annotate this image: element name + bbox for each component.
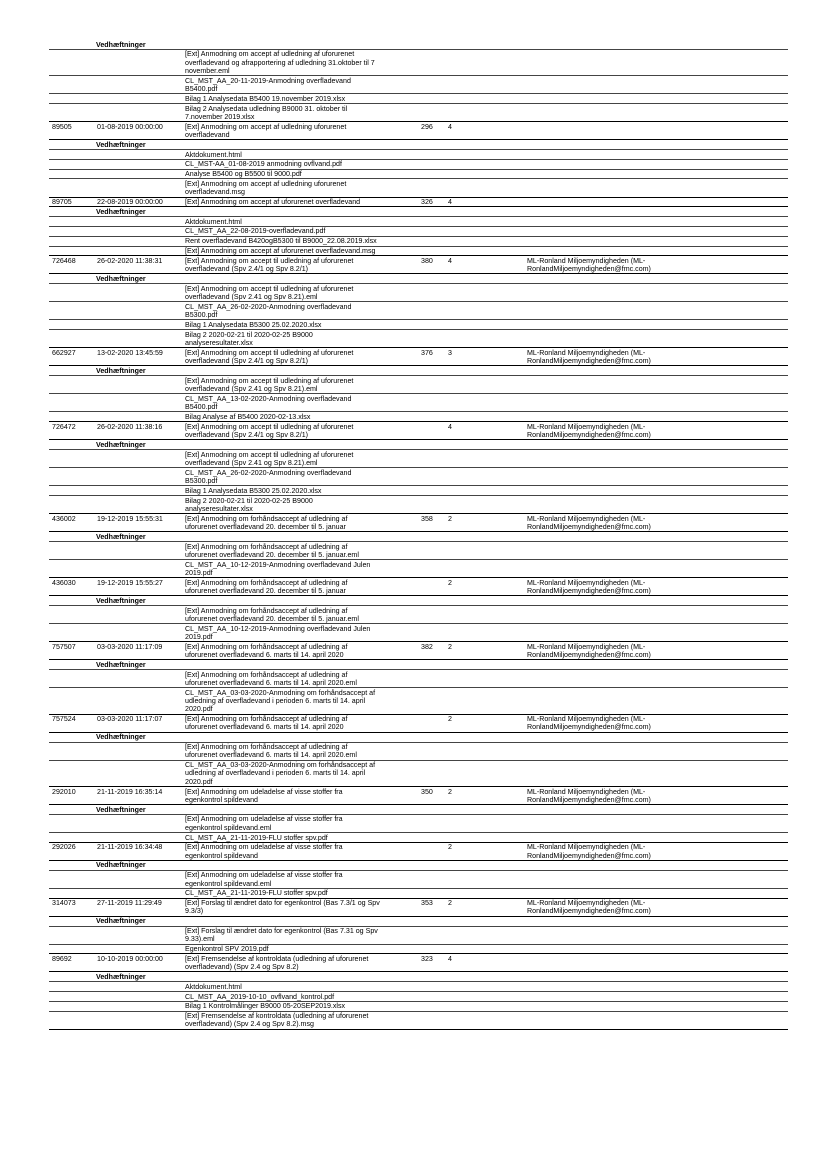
- records-table: [49, 40, 788, 1030]
- attachment-filename: [Ext] Anmodning om forhåndsaccept af udledning af uforurenet overfladevand 6. marts til 14. april 2020.eml: [185, 670, 357, 687]
- record-title: [Ext] Forslag til ændret dato for egenkontrol (Bas 7.3/1 og Spv 9.3/3): [185, 899, 380, 916]
- attachment-filename: CL_MST_AA_10-12-2019-Anmodning overfladevand Julen 2019.pdf: [185, 560, 371, 577]
- attachment-filename: [Ext] Anmodning om accept af udledning uforurenet overfladevand.msg: [185, 179, 347, 197]
- attachment-filename: CL_MST_AA_22-08-2019-overfladevand.pdf: [185, 227, 326, 236]
- spacer: [421, 927, 788, 944]
- spacer: [421, 160, 788, 169]
- attachment-row: [49, 76, 788, 94]
- spacer: [421, 486, 788, 495]
- record-sender: ML-Ronland Miljoemyndigheden (ML- RonlandMiljoemyndigheden@fmc.com): [527, 899, 651, 916]
- attachment-filename: CL_MST_AA_26-02-2020-Anmodning overfladevand B5300.pdf: [185, 302, 352, 320]
- attachment-filename: [Ext] Forslag til ændret dato for egenkontrol (Bas 7.31 og Spv 9.33).eml: [185, 927, 378, 944]
- record-row: [49, 198, 788, 208]
- attachment-filename: Egenkontrol SPV 2019.pdf: [185, 945, 269, 954]
- spacer: [421, 542, 788, 559]
- spacer: [421, 320, 788, 329]
- record-sender: ML-Ronland Miljoemyndigheden (ML- RonlandMiljoemyndigheden@fmc.com): [527, 787, 651, 804]
- record-number: 358: [421, 514, 433, 523]
- record-sender: [527, 954, 788, 971]
- attachment-row: [49, 227, 788, 237]
- attachments-header-row: [49, 40, 788, 50]
- record-number: 382: [421, 642, 433, 651]
- record-sender: ML-Ronland Miljoemyndigheden (ML- RonlandMiljoemyndigheden@fmc.com): [527, 642, 651, 660]
- record-row: [49, 642, 788, 660]
- spacer: [421, 761, 788, 786]
- attachment-filename: [Ext] Anmodning om accept af uforurenet overfladevand.msg: [185, 247, 376, 256]
- attachment-row: [49, 670, 788, 688]
- attachment-row: [49, 320, 788, 330]
- record-date: 03-03-2020 11:17:09: [97, 642, 163, 651]
- attachments-header-row: [49, 366, 788, 376]
- record-count: 2: [448, 715, 452, 724]
- attachment-row: [49, 1002, 788, 1012]
- attachment-filename: Bilag 2 2020-02-21 til 2020-02-25 B9000 analyseresultater.xlsx: [185, 496, 313, 513]
- record-row: [49, 954, 788, 972]
- attachment-row: [49, 302, 788, 320]
- spacer: [421, 450, 788, 467]
- attachment-row: [49, 606, 788, 624]
- record-number: [421, 578, 448, 595]
- spacer: [185, 40, 788, 49]
- attachment-row: [49, 982, 788, 992]
- record-date: 13-02-2020 13:45:59: [97, 348, 163, 357]
- record-sender: ML-Ronland Miljoemyndigheden (ML- RonlandMiljoemyndigheden@fmc.com): [527, 256, 651, 274]
- record-id: 436002: [52, 514, 76, 523]
- attachments-header-row: [49, 861, 788, 871]
- attachments-header-row: [49, 733, 788, 743]
- record-number: 353: [421, 899, 433, 908]
- record-date: 01-08-2019 00:00:00: [97, 122, 163, 131]
- spacer: [421, 982, 788, 991]
- attachment-filename: Bilag 1 Analysedata B5300 25.02.2020.xlsx: [185, 320, 322, 329]
- attachment-row: [49, 412, 788, 422]
- spacer: [421, 94, 788, 103]
- record-sender: ML-Ronland Miljoemyndigheden (ML- RonlandMiljoemyndigheden@fmc.com): [527, 715, 651, 732]
- spacer: [421, 50, 788, 75]
- attachment-filename: [Ext] Anmodning om accept til udledning af uforurenet overfladevand (Spv 2.41 og Spv 8.21).eml: [185, 284, 354, 302]
- record-count: 2: [448, 642, 452, 651]
- record-row: [49, 843, 788, 861]
- record-id: 89692: [52, 954, 72, 963]
- record-row: [49, 899, 788, 917]
- record-sender: ML-Ronland Miljoemyndigheden (ML- RonlandMiljoemyndigheden@fmc.com): [527, 514, 651, 531]
- spacer: [421, 606, 788, 623]
- record-id: 726472: [52, 422, 76, 431]
- record-date: 21-11-2019 16:35:14: [97, 787, 163, 796]
- attachment-filename: Aktdokument.html: [185, 982, 242, 991]
- record-count: 3: [448, 348, 452, 357]
- record-date: 19-12-2019 15:55:31: [97, 514, 163, 523]
- record-title: [Ext] Anmodning om accept til udledning af uforurenet overfladevand (Spv 2.4/1 og Spv 8.2/1): [185, 348, 354, 366]
- spacer: [185, 532, 788, 541]
- spacer: [185, 274, 788, 283]
- attachment-row: [49, 624, 788, 642]
- attachment-filename: Rent overfladevand B420ogB5300 til B9000_22.08.2019.xlsx: [185, 237, 377, 246]
- attachments-label: Vedhæftninger: [96, 366, 146, 375]
- attachment-row: [49, 743, 788, 761]
- attachment-filename: Bilag 2 2020-02-21 til 2020-02-25 B9000 analyseresultater.xlsx: [185, 330, 313, 347]
- spacer: [421, 1012, 788, 1029]
- record-id: 726468: [52, 256, 76, 265]
- record-id: 757507: [52, 642, 76, 651]
- record-number: [421, 843, 448, 860]
- attachment-filename: CL_MST_AA_21-11-2019-FLU stoffer spv.pdf: [185, 833, 328, 842]
- record-id: 89505: [52, 122, 72, 131]
- attachment-row: [49, 179, 788, 197]
- attachments-header-row: [49, 440, 788, 450]
- record-title: [Ext] Anmodning om forhåndsaccept af udledning af uforurenet overfladevand 20. december til 5. januar: [185, 514, 348, 531]
- attachments-label: Vedhæftninger: [96, 207, 146, 216]
- spacer: [185, 440, 788, 449]
- record-sender: ML-Ronland Miljoemyndigheden (ML- RonlandMiljoemyndigheden@fmc.com): [527, 422, 651, 439]
- record-row: [49, 514, 788, 532]
- attachment-row: [49, 542, 788, 560]
- spacer: [185, 207, 788, 216]
- attachments-label: Vedhæftninger: [96, 532, 146, 541]
- spacer: [421, 376, 788, 393]
- attachment-row: [49, 247, 788, 257]
- record-number: 296: [421, 122, 433, 131]
- attachment-filename: CL_MST_AA_03-03-2020-Anmodning om forhåndsaccept af udledning af overfladevand i perioden 6. marts til 14. april 2020.pdf: [185, 761, 376, 786]
- record-date: 22-08-2019 00:00:00: [97, 198, 163, 207]
- record-row: [49, 348, 788, 366]
- spacer: [185, 972, 788, 981]
- record-count: 4: [448, 422, 452, 431]
- attachments-label: Vedhæftninger: [96, 40, 146, 49]
- attachment-row: [49, 560, 788, 578]
- attachment-filename: [Ext] Anmodning om udeladelse af visse stoffer fra egenkontrol spildevand.eml: [185, 871, 343, 888]
- record-title: [Ext] Fremsendelse af kontroldata (udledning af uforurenet overfladevand) (Spv 2.4 og Spv 8.2): [185, 954, 369, 972]
- record-row: [49, 122, 788, 140]
- record-sender: [527, 198, 788, 207]
- attachment-row: [49, 284, 788, 302]
- record-sender: ML-Ronland Miljoemyndigheden (ML- RonlandMiljoemyndigheden@fmc.com): [527, 843, 651, 860]
- spacer: [421, 227, 788, 236]
- spacer: [421, 945, 788, 954]
- attachment-filename: CL_MST_AA_21-11-2019-FLU stoffer spv.pdf: [185, 889, 328, 898]
- record-id: 757524: [52, 715, 76, 724]
- attachment-filename: Bilag 1 Analysedata B5400 19.november 2019.xlsx: [185, 94, 346, 103]
- record-id: 662927: [52, 348, 76, 357]
- record-count: 2: [448, 843, 452, 852]
- record-id: 89705: [52, 198, 72, 207]
- attachment-row: [49, 927, 788, 945]
- spacer: [421, 624, 788, 641]
- record-date: 19-12-2019 15:55:27: [97, 578, 163, 587]
- attachments-label: Vedhæftninger: [96, 917, 146, 926]
- attachments-header-row: [49, 917, 788, 927]
- record-title: [Ext] Anmodning om forhåndsaccept af udledning af uforurenet overfladevand 20. december til 5. januar: [185, 578, 348, 596]
- attachment-row: [49, 833, 788, 843]
- record-number: 376: [421, 348, 433, 357]
- record-title: [Ext] Anmodning om udeladelse af visse stoffer fra egenkontrol spildevand: [185, 787, 343, 804]
- record-count: 2: [448, 578, 452, 587]
- attachment-row: [49, 217, 788, 227]
- record-count: 4: [448, 122, 452, 131]
- spacer: [421, 217, 788, 226]
- spacer: [421, 284, 788, 301]
- attachments-header-row: [49, 207, 788, 217]
- attachment-row: [49, 330, 788, 348]
- attachment-filename: CL_MST_AA_2019-10-10_ovflvand_kontrol.pdf: [185, 992, 335, 1001]
- attachment-row: [49, 889, 788, 899]
- attachment-row: [49, 160, 788, 170]
- record-title: [Ext] Anmodning om udeladelse af visse stoffer fra egenkontrol spildevand: [185, 843, 343, 860]
- attachment-filename: CL_MST_AA_03-03-2020-Anmodning om forhåndsaccept af udledning af overfladevand i perioden 6. marts til 14. april 2020.pdf: [185, 688, 376, 714]
- spacer: [421, 247, 788, 256]
- spacer: [421, 815, 788, 832]
- attachment-filename: CL_MST-AA_01-08-2019 anmodning ovflvand.pdf: [185, 160, 342, 169]
- record-count: 4: [448, 256, 452, 265]
- attachment-row: [49, 450, 788, 468]
- spacer: [421, 560, 788, 577]
- attachment-row: [49, 170, 788, 180]
- attachment-row: [49, 486, 788, 496]
- attachment-filename: [Ext] Anmodning om accept til udledning af uforurenet overfladevand (Spv 2.41 og Spv 8.21).eml: [185, 450, 354, 467]
- spacer: [421, 1002, 788, 1011]
- attachment-filename: Analyse B5400 og B5500 til 9000.pdf: [185, 170, 302, 179]
- attachments-label: Vedhæftninger: [96, 596, 146, 605]
- spacer: [421, 871, 788, 888]
- record-row: [49, 256, 788, 274]
- spacer: [421, 394, 788, 411]
- record-id: 292026: [52, 843, 76, 852]
- record-sender: [527, 122, 788, 139]
- spacer: [421, 889, 788, 898]
- attachment-filename: [Ext] Anmodning om accept til udledning af uforurenet overfladevand (Spv 2.41 og Spv 8.21).eml: [185, 376, 354, 393]
- record-title: [Ext] Anmodning om accept til udledning af uforurenet overfladevand (Spv 2.4/1 og Spv 8.2/1): [185, 256, 354, 274]
- attachment-filename: Bilag 1 Kontrolmålinger B9000 05-20SEP2019.xlsx: [185, 1002, 346, 1011]
- record-count: 2: [448, 787, 452, 796]
- attachments-header-row: [49, 532, 788, 542]
- spacer: [185, 660, 788, 669]
- attachment-row: [49, 94, 788, 104]
- record-number: 326: [421, 198, 433, 207]
- attachments-header-row: [49, 805, 788, 815]
- attachment-filename: CL_MST_AA_26-02-2020-Anmodning overfladevand B5300.pdf: [185, 468, 352, 485]
- spacer: [185, 596, 788, 605]
- record-count: 4: [448, 954, 452, 963]
- attachment-row: [49, 1012, 788, 1030]
- spacer: [421, 170, 788, 179]
- attachment-filename: [Ext] Anmodning om forhåndsaccept af udledning af uforurenet overfladevand 20. december til 5. januar.eml: [185, 542, 359, 559]
- record-sender: ML-Ronland Miljoemyndigheden (ML- RonlandMiljoemyndigheden@fmc.com): [527, 578, 651, 596]
- record-number: 323: [421, 954, 433, 963]
- spacer: [185, 805, 788, 814]
- spacer: [185, 733, 788, 742]
- record-title: [Ext] Anmodning om accept til udledning af uforurenet overfladevand (Spv 2.4/1 og Spv 8.2/1): [185, 422, 354, 439]
- spacer: [421, 330, 788, 347]
- record-count: 4: [448, 198, 452, 207]
- attachment-row: [49, 496, 788, 514]
- record-row: [49, 715, 788, 733]
- attachment-row: [49, 468, 788, 486]
- record-date: 10-10-2019 00:00:00: [97, 954, 163, 963]
- attachments-header-row: [49, 660, 788, 670]
- attachments-label: Vedhæftninger: [96, 140, 146, 149]
- spacer: [421, 468, 788, 485]
- attachment-row: [49, 394, 788, 412]
- record-number: [421, 715, 448, 732]
- attachment-row: [49, 376, 788, 394]
- attachment-row: [49, 871, 788, 889]
- attachments-header-row: [49, 596, 788, 606]
- record-row: [49, 422, 788, 440]
- spacer: [421, 179, 788, 196]
- spacer: [421, 496, 788, 513]
- attachments-label: Vedhæftninger: [96, 440, 146, 449]
- record-title: [Ext] Anmodning om forhåndsaccept af udledning af uforurenet overfladevand 6. marts til 14. april 2020: [185, 642, 348, 660]
- attachment-filename: [Ext] Anmodning om accept af udledning af uforurenet overfladevand og afrapportering af udledning 31.oktober til 7 november.eml: [185, 50, 375, 75]
- record-count: 2: [448, 899, 452, 908]
- spacer: [185, 366, 788, 375]
- record-row: [49, 787, 788, 805]
- record-id: 436030: [52, 578, 76, 587]
- record-count: 2: [448, 514, 452, 523]
- attachment-row: [49, 992, 788, 1002]
- spacer: [421, 302, 788, 319]
- spacer: [421, 104, 788, 121]
- attachment-row: [49, 104, 788, 122]
- attachment-row: [49, 688, 788, 714]
- record-title: [Ext] Anmodning om forhåndsaccept af udledning af uforurenet overfladevand 6. marts til 14. april 2020: [185, 715, 348, 732]
- attachment-filename: Bilag 1 Analysedata B5300 25.02.2020.xlsx: [185, 486, 322, 495]
- attachments-header-row: [49, 274, 788, 284]
- spacer: [421, 743, 788, 760]
- spacer: [421, 412, 788, 421]
- attachment-row: [49, 50, 788, 76]
- attachment-row: [49, 237, 788, 247]
- record-number: [421, 422, 448, 439]
- record-date: 26-02-2020 11:38:16: [97, 422, 163, 431]
- attachments-header-row: [49, 972, 788, 982]
- attachment-filename: CL_MST_AA_20-11-2019-Anmodning overfladevand B5400.pdf: [185, 76, 351, 93]
- spacer: [185, 140, 788, 149]
- spacer: [421, 992, 788, 1001]
- record-title: [Ext] Anmodning om accept af uforurenet overfladevand: [185, 198, 361, 207]
- spacer: [421, 76, 788, 93]
- attachments-label: Vedhæftninger: [96, 660, 146, 669]
- spacer: [421, 150, 788, 159]
- attachment-row: [49, 815, 788, 833]
- spacer: [421, 670, 788, 687]
- record-date: 03-03-2020 11:17:07: [97, 715, 163, 724]
- record-number: 380: [421, 256, 433, 265]
- record-row: [49, 578, 788, 596]
- attachments-label: Vedhæftninger: [96, 972, 146, 981]
- attachments-label: Vedhæftninger: [96, 274, 146, 283]
- record-id: 314073: [52, 899, 76, 908]
- attachments-label: Vedhæftninger: [96, 861, 146, 870]
- attachments-label: Vedhæftninger: [96, 733, 146, 742]
- attachment-row: [49, 761, 788, 787]
- record-date: 26-02-2020 11:38:31: [97, 256, 163, 265]
- record-date: 27-11-2019 11:29:49: [97, 899, 162, 908]
- spacer: [185, 861, 788, 870]
- attachment-filename: Bilag Analyse af B5400 2020-02-13.xlsx: [185, 412, 311, 421]
- attachments-label: Vedhæftninger: [96, 805, 146, 814]
- spacer: [421, 237, 788, 246]
- spacer: [421, 833, 788, 842]
- attachment-filename: Aktdokument.html: [185, 150, 242, 159]
- attachment-row: [49, 150, 788, 160]
- record-id: 292010: [52, 787, 76, 796]
- attachment-filename: CL_MST_AA_10-12-2019-Anmodning overfladevand Julen 2019.pdf: [185, 624, 371, 641]
- record-sender: ML-Ronland Miljoemyndigheden (ML- RonlandMiljoemyndigheden@fmc.com): [527, 348, 651, 366]
- attachment-filename: Bilag 2 Analysedata udledning B9000 31. oktober til 7.november 2019.xlsx: [185, 104, 348, 121]
- record-number: 350: [421, 787, 433, 796]
- attachment-filename: [Ext] Anmodning om forhåndsaccept af udledning af uforurenet overfladevand 20. december til 5. januar.eml: [185, 606, 359, 623]
- spacer: [185, 917, 788, 926]
- attachment-filename: Aktdokument.html: [185, 217, 242, 226]
- attachment-filename: [Ext] Anmodning om udeladelse af visse stoffer fra egenkontrol spildevand.eml: [185, 815, 343, 832]
- attachment-filename: [Ext] Anmodning om forhåndsaccept af udledning af uforurenet overfladevand 6. marts til 14. april 2020.eml: [185, 743, 357, 760]
- attachment-filename: [Ext] Fremsendelse af kontroldata (udledning af uforurenet overfladevand) (Spv 2.4 og Spv 8.2).msg: [185, 1012, 369, 1029]
- attachment-filename: CL_MST_AA_13-02-2020-Anmodning overfladevand B5400.pdf: [185, 394, 352, 412]
- record-date: 21-11-2019 16:34:48: [97, 843, 163, 852]
- record-title: [Ext] Anmodning om accept af udledning uforurenet overfladevand: [185, 122, 347, 139]
- spacer: [421, 688, 788, 713]
- attachment-row: [49, 945, 788, 955]
- attachments-header-row: [49, 140, 788, 150]
